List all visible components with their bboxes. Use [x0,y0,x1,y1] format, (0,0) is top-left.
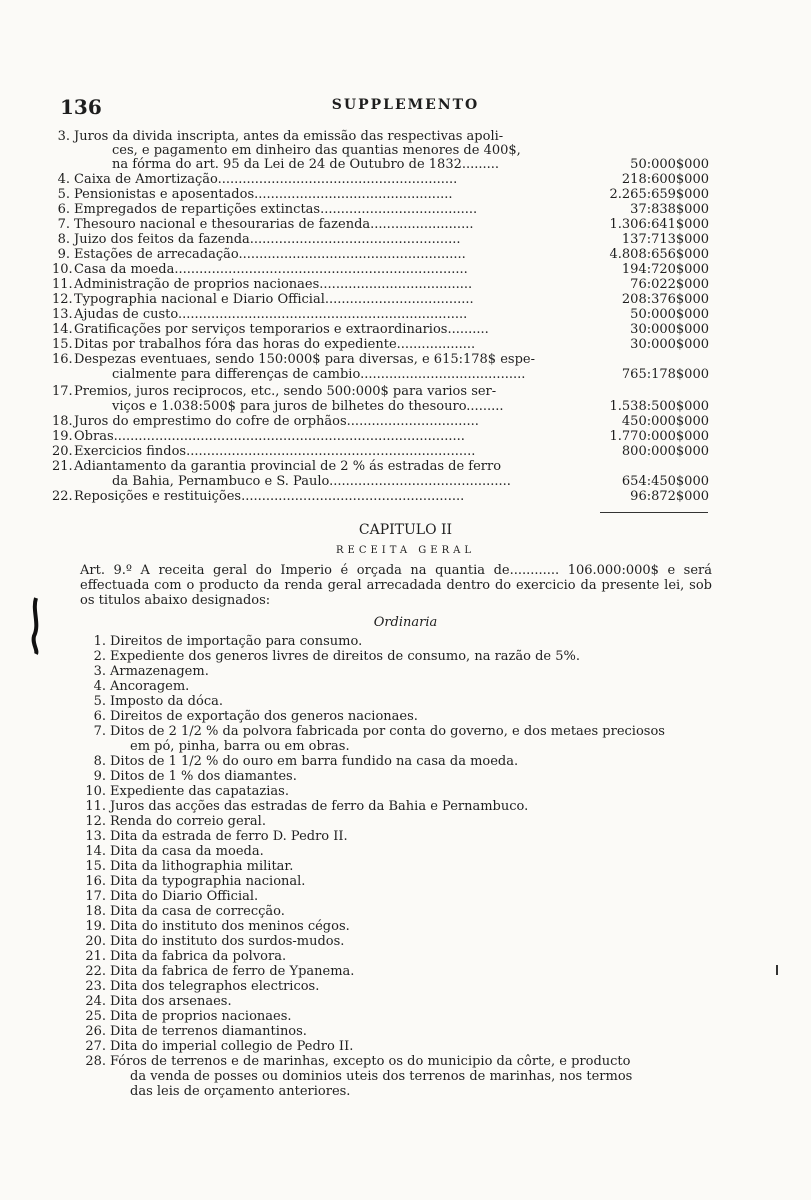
revenue-item-11: 11. Juros das acções das estradas de ferro da Bahia e Pernambuco. [85,799,529,814]
expense-item-17-line-2: viços e 1.038:500$ para juros de bilhetes do thesouro......... [112,399,504,414]
revenue-item-10: 10. Expediente das capatazias. [85,784,289,799]
expense-value-14: 30:000$000 [630,322,709,337]
revenue-item-12: 12. Renda do correio geral. [85,814,266,829]
chapter-title: CAPITULO II [358,522,453,538]
expense-value-17: 1.538:500$000 [609,399,709,414]
expense-value-5: 2.265:659$000 [609,187,709,202]
page-number: 136 [60,95,102,119]
revenue-item-28-cont-2: das leis de orçamento anteriores. [130,1084,351,1099]
revenue-item-6: 6. Direitos de exportação dos generos nacionaes. [93,709,418,724]
revenue-item-20: 20. Dita do instituto dos surdos-mudos. [85,934,345,949]
revenue-item-27: 27. Dita do imperial collegio de Pedro II. [85,1039,354,1054]
expense-item-20: 20.Exercicios findos...................................................................... [52,444,476,459]
expense-item-19: 19.Obras..................................................................................... [52,429,465,444]
expense-item-18: 18.Juros do emprestimo do cofre de orphãos................................ [52,414,479,429]
revenue-item-13: 13. Dita da estrada de ferro D. Pedro II. [85,829,348,844]
article-9-paragraph: Art. 9.º A receita geral do Imperio é orçada na quantia de............ 106.000:000$ e será effectuada com o producto da renda geral arrecadada dentro do exercicio da presente lei, sob os titulos abaixo designados: [80,563,712,608]
expense-item-22: 22.Reposições e restituições...................................................... [52,489,465,504]
expense-item-6: 6. Empregados de repartições extinctas...................................... [57,202,478,217]
expense-value-15: 30:000$000 [630,337,709,352]
revenue-item-7-cont: em pó, pinha, barra ou em obras. [130,739,350,754]
revenue-item-17: 17. Dita do Diario Official. [85,889,259,904]
revenue-item-16: 16. Dita da typographia nacional. [85,874,306,889]
revenue-item-23: 23. Dita dos telegraphos electricos. [85,979,320,994]
expense-value-4: 218:600$000 [621,172,709,187]
revenue-item-21: 21. Dita da fabrica da polvora. [85,949,287,964]
expense-value-21: 654:450$000 [621,474,709,489]
expense-item-3-line-2: ces, e pagamento em dinheiro das quantias menores de 400$, [112,143,521,158]
expense-item-3-line-3: na fórma do art. 95 da Lei de 24 de Outubro de 1832......... [112,157,500,172]
expense-item-12: 12.Typographia nacional e Diario Official.................................... [52,292,474,307]
chapter-subtitle: RECEITA GERAL [336,545,475,556]
expense-value-18: 450:000$000 [621,414,709,429]
expense-value-19: 1.770:000$000 [609,429,709,444]
scan-mark-icon [28,596,44,656]
expense-item-14: 14.Gratificações por serviços temporarios e extraordinarios.......... [52,322,489,337]
expense-value-13: 50:000$000 [630,307,709,322]
margin-mark [776,965,778,975]
expense-item-15: 15.Ditas por trabalhos fóra das horas do expediente................... [52,337,476,352]
revenue-item-7: 7. Ditos de 2 1/2 % da polvora fabricada por conta do governo, e dos metaes preciosos [93,724,665,739]
expense-item-16-line-2: cialmente para differenças de cambio........................................ [112,367,526,382]
expense-value-3: 50:000$000 [630,157,709,172]
expense-value-10: 194:720$000 [621,262,709,277]
expense-item-3-line-1: 3. Juros da divida inscripta, antes da emissão das respectivas apoli- [57,129,504,144]
expense-value-11: 76:022$000 [630,277,709,292]
revenue-item-5: 5. Imposto da dóca. [93,694,223,709]
revenue-item-3: 3. Armazenagem. [93,664,209,679]
revenue-item-15: 15. Dita da lithographia militar. [85,859,294,874]
expense-item-10: 10.Casa da moeda....................................................................... [52,262,468,277]
expense-value-7: 1.306:641$000 [609,217,709,232]
expense-value-9: 4.808:656$000 [609,247,709,262]
expense-item-21-line-1: 21.Adiantamento da garantia provincial de 2 % ás estradas de ferro [52,459,502,474]
revenue-item-25: 25. Dita de proprios nacionaes. [85,1009,292,1024]
expense-item-16-line-1: 16.Despezas eventuaes, sendo 150:000$ para diversas, e 615:178$ espe- [52,352,535,367]
revenue-item-1: 1. Direitos de importação para consumo. [93,634,363,649]
running-title: SUPPLEMENTO [331,97,480,113]
expense-item-21-line-2: da Bahia, Pernambuco e S. Paulo............................................ [112,474,511,489]
expense-item-13: 13.Ajudas de custo...................................................................... [52,307,468,322]
revenue-item-22: 22. Dita da fabrica de ferro de Ypanema. [85,964,355,979]
expense-item-8: 8. Juizo dos feitos da fazenda................................................... [57,232,461,247]
revenue-item-28-cont: da venda de posses ou dominios uteis dos terrenos de marinhas, nos termos [130,1069,633,1084]
revenue-item-19: 19. Dita do instituto dos meninos cégos. [85,919,350,934]
expense-item-9: 9. Estações de arrecadação....................................................... [57,247,466,262]
expense-value-12: 208:376$000 [621,292,709,307]
expense-item-17-line-1: 17.Premios, juros reciprocos, etc., sendo 500:000$ para varios ser- [52,384,497,399]
revenue-item-9: 9. Ditos de 1 % dos diamantes. [93,769,297,784]
expense-item-11: 11.Administração de proprios nacionaes..................................... [52,277,473,292]
revenue-item-4: 4. Ancoragem. [93,679,190,694]
expense-value-16: 765:178$000 [621,367,709,382]
expense-value-8: 137:713$000 [621,232,709,247]
expense-item-4: 4. Caixa de Amortização.......................................................... [57,172,458,187]
section-heading: Ordinaria [373,615,438,630]
expense-value-22: 96:872$000 [630,489,709,504]
revenue-item-24: 24. Dita dos arsenaes. [85,994,232,1009]
total-rule [600,512,708,513]
expense-item-7: 7. Thesouro nacional e thesourarias de fazenda......................... [57,217,474,232]
revenue-item-2: 2. Expediente dos generos livres de direitos de consumo, na razão de 5%. [93,649,580,664]
revenue-item-8: 8. Ditos de 1 1/2 % do ouro em barra fundido na casa da moeda. [93,754,519,769]
expense-value-6: 37:838$000 [630,202,709,217]
revenue-item-14: 14. Dita da casa da moeda. [85,844,264,859]
revenue-item-26: 26. Dita de terrenos diamantinos. [85,1024,307,1039]
revenue-item-28: 28. Fóros de terrenos e de marinhas, excepto os do municipio da côrte, e producto [85,1054,631,1069]
expense-item-5: 5. Pensionistas e aposentados................................................ [57,187,453,202]
expense-value-20: 800:000$000 [621,444,709,459]
revenue-item-18: 18. Dita da casa de correcção. [85,904,285,919]
